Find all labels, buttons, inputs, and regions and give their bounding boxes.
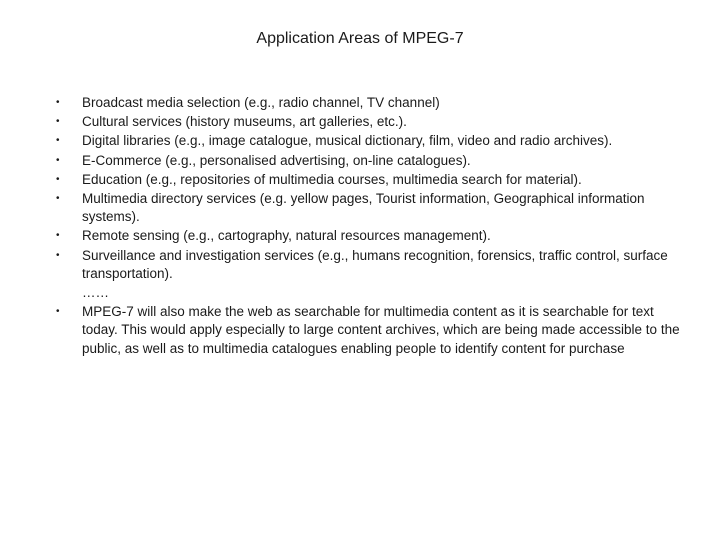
- bullet-item: [0, 190, 720, 226]
- bullet-item: [0, 94, 720, 112]
- bullet-item: [0, 247, 720, 283]
- bullet-dot-icon: •: [56, 154, 60, 166]
- bullet-text: E-Commerce (e.g., personalised advertising, on-line catalogues).: [82, 152, 471, 168]
- bullet-dot-icon: •: [56, 116, 60, 128]
- bullet-text: Multimedia directory services (e.g. yellow pages, Tourist information, Geographical information systems).: [82, 191, 645, 225]
- bullet-dot-icon: •: [56, 230, 60, 242]
- bullet-text: Remote sensing (e.g., cartography, natural resources management).: [82, 228, 491, 244]
- bullet-item: [0, 113, 720, 131]
- ellipsis-item: [0, 284, 720, 302]
- bullet-dot-icon: •: [56, 97, 60, 108]
- bullet-list: [0, 94, 720, 359]
- slide-title: Application Areas of MPEG-7: [256, 30, 464, 47]
- bullet-item: [0, 303, 720, 358]
- bullet-dot-icon: •: [56, 135, 60, 147]
- bullet-dot-icon: •: [56, 306, 60, 318]
- bullet-item: [0, 171, 720, 189]
- bullet-dot-icon: •: [56, 193, 60, 205]
- bullet-text: Education (e.g., repositories of multimedia courses, multimedia search for material).: [82, 171, 582, 187]
- bullet-text: Cultural services (history museums, art galleries, etc.).: [82, 114, 407, 130]
- bullet-item: [0, 152, 720, 170]
- bullet-item: [0, 132, 720, 150]
- bullet-item: [0, 227, 720, 245]
- ellipsis-text: ……: [82, 285, 109, 301]
- bullet-dot-icon: •: [56, 249, 60, 261]
- bullet-text: Surveillance and investigation services (e.g., humans recognition, forensics, traffic control, surface transportation).: [82, 247, 668, 281]
- bullet-text: Broadcast media selection (e.g., radio channel, TV channel): [82, 95, 440, 110]
- bullet-dot-icon: •: [56, 173, 60, 185]
- bullet-text: MPEG-7 will also make the web as searchable for multimedia content as it is searchable for text today. This would apply especially to large content archives, which are being made accessible to the public, as well as to multimedia catalogues enabling people to identify content for purchase: [82, 304, 680, 356]
- bullet-text: Digital libraries (e.g., image catalogue, musical dictionary, film, video and radio archives).: [82, 133, 613, 149]
